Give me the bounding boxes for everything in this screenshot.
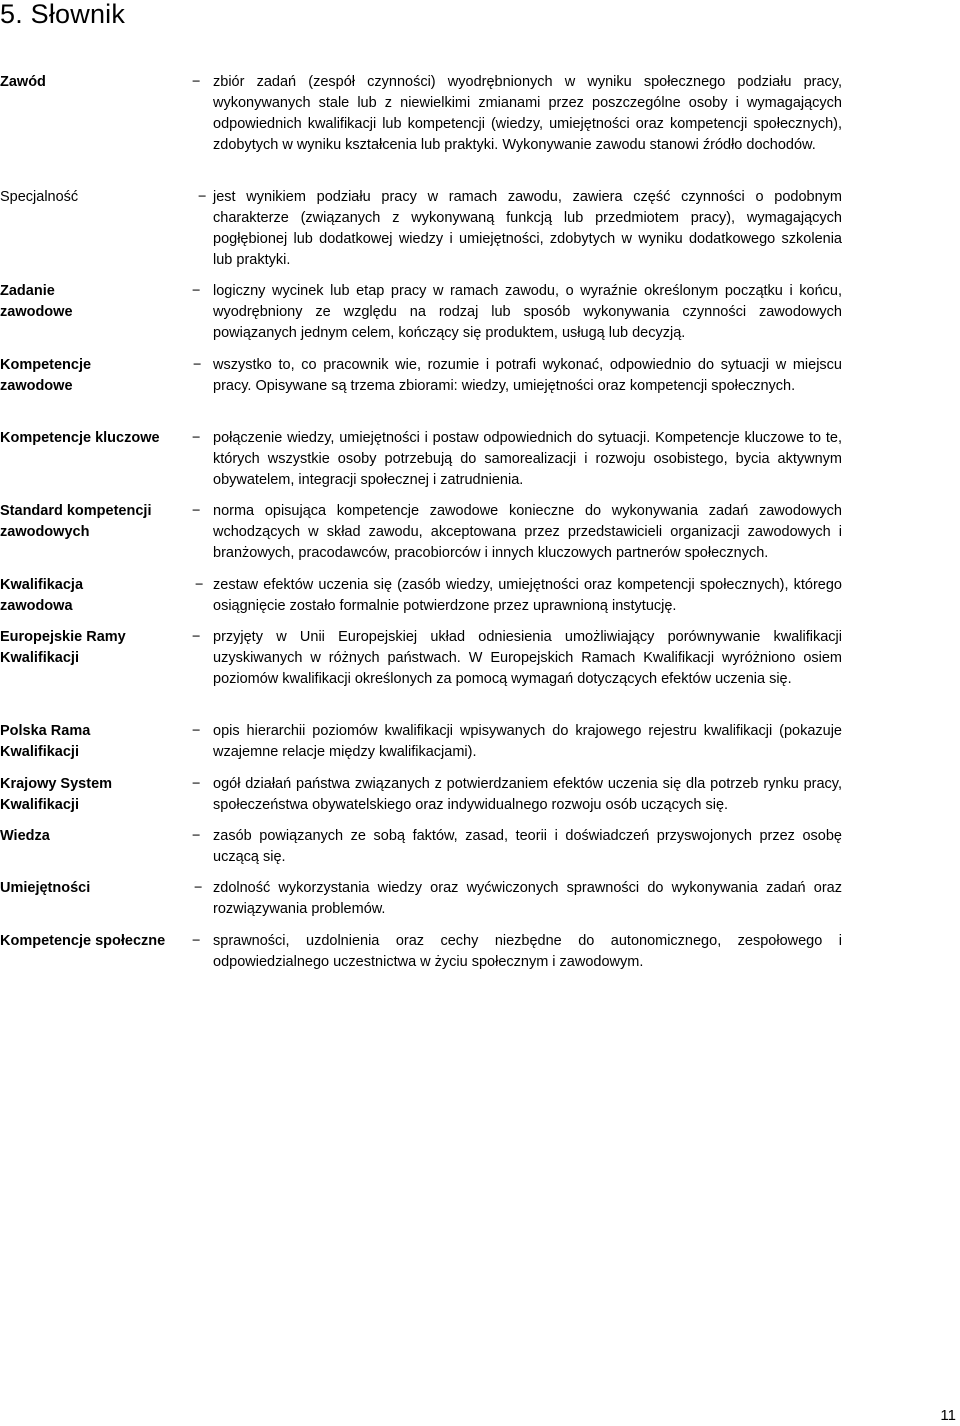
glossary-definition: zasób powiązanych ze sobą faktów, zasad, teorii i doświadczeń przyswojonych przez osobę uczącą się. xyxy=(213,828,842,865)
glossary-term: Wiedza xyxy=(0,828,50,844)
glossary-term: Standard kompetencji zawodowych xyxy=(0,503,152,540)
dash-bullet: − xyxy=(192,723,201,739)
page-title: 5. Słownik xyxy=(0,0,126,29)
dash-bullet: − xyxy=(192,933,201,949)
glossary-definition: opis hierarchii poziomów kwalifikacji wpisywanych do krajowego rejestru kwalifikacji (pokazuje wzajemne relacje między kwalifikacjami). xyxy=(213,723,842,760)
glossary-definition: logiczny wycinek lub etap pracy w ramach zawodu, o wyraźnie określonym początku i końcu, wyodrębniony ze względu na rodzaj lub sposób wykonywania czynności zawodowych powiązanych jednym celem, kończący się produktem, usługą lub decyzją. xyxy=(213,283,842,341)
dash-bullet: − xyxy=(192,776,201,792)
glossary-definition: przyjęty w Unii Europejskiej układ odniesienia umożliwiający porównywanie kwalifikacji uzyskiwanych w różnych państwach. W Europejskich Ramach Kwalifikacji wyróżniono osiem poziomów kwalifikacji określonych za pomocą wymagań dotyczących efektów uczenia się. xyxy=(213,629,842,687)
dash-bullet: − xyxy=(192,629,201,645)
glossary-definition: wszystko to, co pracownik wie, rozumie i potrafi wykonać, odpowiednio do sytuacji w miejscu pracy. Opisywane są trzema zbiorami: wiedzy, umiejętności oraz kompetencji społecznych. xyxy=(213,357,842,394)
glossary-definition: zestaw efektów uczenia się (zasób wiedzy, umiejętności oraz kompetencji społecznych), którego osiągnięcie zostało formalnie potwierdzone przez uprawnioną instytucję. xyxy=(213,577,842,614)
dash-bullet: − xyxy=(192,283,201,299)
glossary-term: Kompetencje kluczowe xyxy=(0,430,160,446)
glossary-definition: zdolność wykorzystania wiedzy oraz wyćwiczonych sprawności do wykonywania zadań oraz rozwiązywania problemów. xyxy=(213,880,842,917)
glossary-definition: połączenie wiedzy, umiejętności i postaw odpowiednich do sytuacji. Kompetencje kluczowe to te, których wszystkie osoby potrzebują do samorealizacji i rozwoju osobistego, bycia aktywnym obywatelem, integracji społecznej i zatrudnienia. xyxy=(213,430,842,488)
glossary-definition: zbiór zadań (zespół czynności) wyodrębnionych w wyniku społecznego podziału pracy, wykonywanych stale lub z niewielkimi zmianami przez poszczególne osoby i wymagających odpowiednich kwalifikacji lub kompetencji (wiedzy, umiejętności oraz kompetencji społecznych), zdobytych w wyniku kształcenia lub praktyki. Wykonywanie zawodu stanowi źródło dochodów. xyxy=(213,74,842,153)
glossary-definition: ogół działań państwa związanych z potwierdzaniem efektów uczenia się dla potrzeb rynku pracy, społeczeństwa obywatelskiego oraz indywidualnego rozwoju osób uczących się. xyxy=(213,776,842,813)
glossary-definition: jest wynikiem podziału pracy w ramach zawodu, zawiera część czynności o podobnym charakterze (związanych z wykonywaną funkcją lub przedmiotem pracy), wymagających pogłębionej lub dodatkowej wiedzy i umiejętności, zdobytych w wyniku dodatkowego szkolenia lub praktyki. xyxy=(213,189,842,268)
dash-bullet: − xyxy=(192,430,201,446)
glossary-term: Polska Rama Kwalifikacji xyxy=(0,723,91,760)
dash-bullet: − xyxy=(192,503,201,519)
dash-bullet: − xyxy=(192,74,201,90)
glossary-definition: sprawności, uzdolnienia oraz cechy niezbędne do autonomicznego, zespołowego i odpowiedzialnego uczestnictwa w życiu społecznym i zawodowym. xyxy=(213,933,842,970)
page-number: 11 xyxy=(940,1407,956,1424)
glossary-term: Zadanie zawodowe xyxy=(0,283,73,320)
dash-bullet: − xyxy=(192,828,201,844)
glossary-term: Kompetencje zawodowe xyxy=(0,357,92,394)
dash-bullet: − xyxy=(193,357,202,373)
glossary-term: Krajowy System Kwalifikacji xyxy=(0,776,113,813)
glossary-definition: norma opisująca kompetencje zawodowe konieczne do wykonywania zadań zawodowych wchodzących w skład zawodu, akceptowana przez przedstawicieli organizacji zawodowych i branżowych, pracodawców, pracobiorców i innych kluczowych partnerów społecznych. xyxy=(213,503,842,561)
glossary-term: Specjalność xyxy=(0,189,79,205)
dash-bullet: − xyxy=(195,577,204,593)
glossary-term: Europejskie Ramy Kwalifikacji xyxy=(0,629,126,666)
dash-bullet: − xyxy=(194,880,203,896)
glossary-term: Kwalifikacja zawodowa xyxy=(0,577,84,614)
glossary-term: Kompetencje społeczne xyxy=(0,933,166,949)
glossary-term: Umiejętności xyxy=(0,880,91,896)
dash-bullet: − xyxy=(198,189,207,205)
glossary-term: Zawód xyxy=(0,74,46,90)
